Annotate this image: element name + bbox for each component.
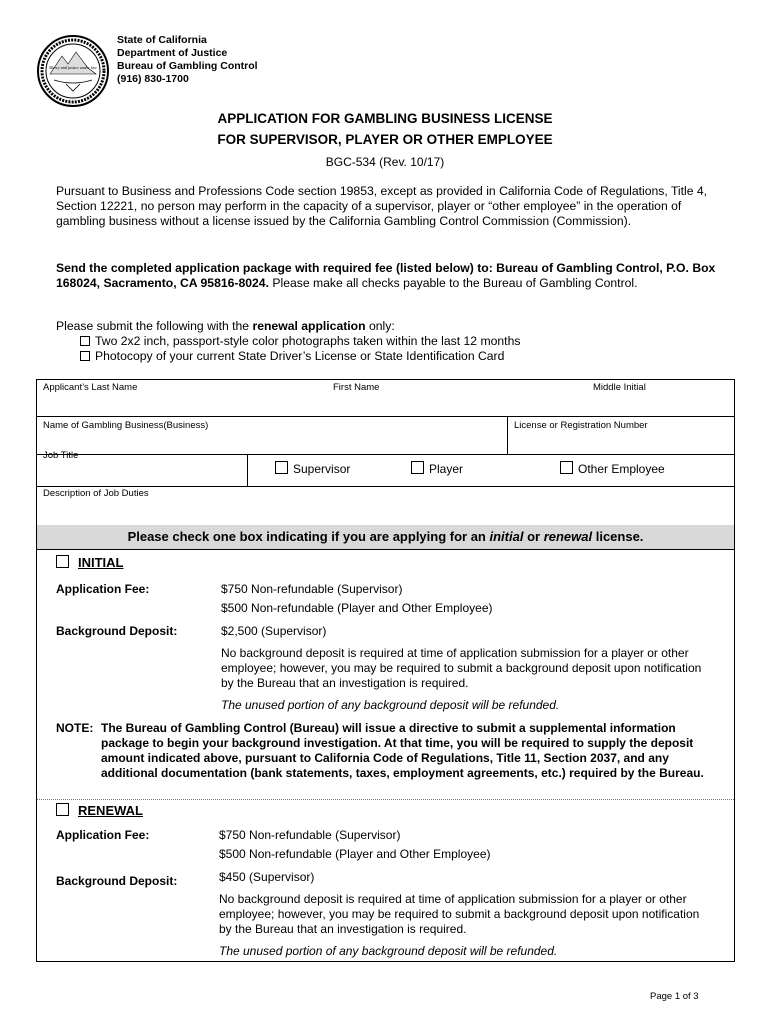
initial-deposit-note: No background deposit is required at time of application submission for a player or other employee; however, you may be required to submit a background deposit upon notification by the Bureau that an investigation is required. [221, 646, 702, 690]
renewal-req-bold: renewal application [252, 319, 366, 333]
state-seal-icon [36, 34, 110, 108]
note-text: The Bureau of Gambling Control (Bureau) will issue a directive to submit a supplemental information package to begin your background investigation. At that time, you will be required to supply the deposit amount indicated above, pursuant to California Code of Regulations, Title 11, Section 2037, and any additional documentation (bank statements, taxes, employment agreements, etc.) required by the Bureau. [101, 721, 704, 780]
renewal-req-prefix: Please submit the following with the [56, 319, 253, 333]
banner-renewal: renewal [543, 529, 593, 544]
license-number-input[interactable] [509, 430, 733, 452]
job-title-label: Job Title [43, 450, 79, 461]
form-title-line1: APPLICATION FOR GAMBLING BUSINESS LICENSE [217, 111, 553, 126]
form-title-line2: FOR SUPERVISOR, PLAYER OR OTHER EMPLOYEE [217, 132, 553, 147]
banner-suffix: license. [592, 529, 644, 544]
send-instructions-rest: Please make all checks payable to the Bureau of Gambling Control. [268, 276, 638, 290]
initial-deposit-amount: $2,500 (Supervisor) [221, 624, 327, 638]
renewal-deposit-label: Background Deposit: [56, 874, 178, 888]
renewal-req-suffix: only: [365, 319, 395, 333]
job-option-supervisor[interactable] [275, 461, 350, 476]
initial-note [56, 721, 721, 781]
renewal-deposit-note: No background deposit is required at time of application submission for a player or other employee; however, you may be required to submit a background deposit upon notification by the Bureau that an investigation is required. [219, 892, 700, 936]
initial-option[interactable] [56, 555, 124, 570]
renewal-license-item [80, 349, 720, 364]
renewal-requirements [56, 319, 716, 334]
initial-checkbox[interactable] [56, 555, 69, 568]
job-option-player[interactable] [411, 461, 463, 476]
renewal-license-text: Photocopy of your current State Driver’s License or State Identification Card [95, 349, 505, 363]
renewal-option[interactable] [56, 803, 143, 818]
intro-paragraph: Pursuant to Business and Professions Code section 19853, except as provided in California Code of Regulations, Title 4, Section 12221, no person may perform in the capacity of a supervisor, player or “other employee” in the operation of gambling business without a license issued by the California Gambling Control Commission (Commission). [56, 184, 708, 228]
renewal-photo-text: Two 2x2 inch, passport-style color photographs taken within the last 12 months [95, 334, 521, 348]
job-option-other[interactable] [560, 461, 665, 476]
banner-prefix: Please check one box indicating if you are applying for an [127, 529, 490, 544]
name-input-area[interactable] [37, 392, 734, 416]
renewal-photo-item [80, 334, 720, 349]
banner-initial: initial [489, 529, 524, 544]
page-number: Page 1 of 3 [650, 991, 699, 1002]
license-number-label: License or Registration Number [514, 420, 648, 431]
initial-deposit-label: Background Deposit: [56, 624, 178, 638]
agency-bureau: Bureau of Gambling Control [117, 60, 258, 72]
business-name-input[interactable] [37, 430, 505, 452]
initial-heading: INITIAL [78, 555, 124, 570]
renewal-fee-player: $500 Non-refundable (Player and Other Employee) [219, 847, 491, 861]
agency-state: State of California [117, 34, 207, 46]
renewal-unused-note: The unused portion of any background deposit will be refunded. [219, 944, 558, 958]
other-employee-label: Other Employee [578, 462, 665, 476]
license-copy-checkbox[interactable] [80, 351, 90, 361]
initial-unused-note: The unused portion of any background deposit will be refunded. [221, 698, 560, 712]
job-duties-input[interactable] [37, 500, 734, 524]
business-name-label: Name of Gambling Business(Business) [43, 420, 209, 431]
note-label: NOTE: [56, 721, 94, 735]
seal-motto: Mercy and justice under law [49, 65, 97, 70]
initial-fee-supervisor: $750 Non-refundable (Supervisor) [221, 582, 403, 596]
renewal-fee-supervisor: $750 Non-refundable (Supervisor) [219, 828, 401, 842]
form-number: BGC-534 (Rev. 10/17) [325, 155, 445, 169]
send-instructions-bold: Send the completed application package with required fee (listed below) to: Bureau of Gambling Control, P.O. Box 168024, Sacramento, CA 95816-8024. [56, 261, 716, 290]
renewal-heading: RENEWAL [78, 803, 143, 818]
application-form [36, 379, 735, 962]
agency-department: Department of Justice [117, 47, 228, 59]
player-checkbox[interactable] [411, 461, 424, 474]
supervisor-label: Supervisor [293, 462, 351, 476]
other-employee-checkbox[interactable] [560, 461, 573, 474]
initial-fee-player: $500 Non-refundable (Player and Other Employee) [221, 601, 493, 615]
player-label: Player [429, 462, 464, 476]
renewal-fee-label: Application Fee: [56, 828, 150, 842]
initial-fee-label: Application Fee: [56, 582, 150, 596]
banner-or: or [523, 529, 544, 544]
license-type-banner [37, 525, 734, 550]
job-duties-label: Description of Job Duties [43, 488, 149, 499]
middle-initial-label: Middle Initial [593, 382, 646, 393]
renewal-checkbox[interactable] [56, 803, 69, 816]
first-name-label: First Name [333, 382, 380, 393]
photo-checkbox[interactable] [80, 336, 90, 346]
send-instructions [56, 261, 716, 291]
supervisor-checkbox[interactable] [275, 461, 288, 474]
agency-phone: (916) 830-1700 [117, 73, 189, 85]
renewal-deposit-amount: $450 (Supervisor) [219, 870, 315, 884]
last-name-label: Applicant’s Last Name [43, 382, 138, 393]
